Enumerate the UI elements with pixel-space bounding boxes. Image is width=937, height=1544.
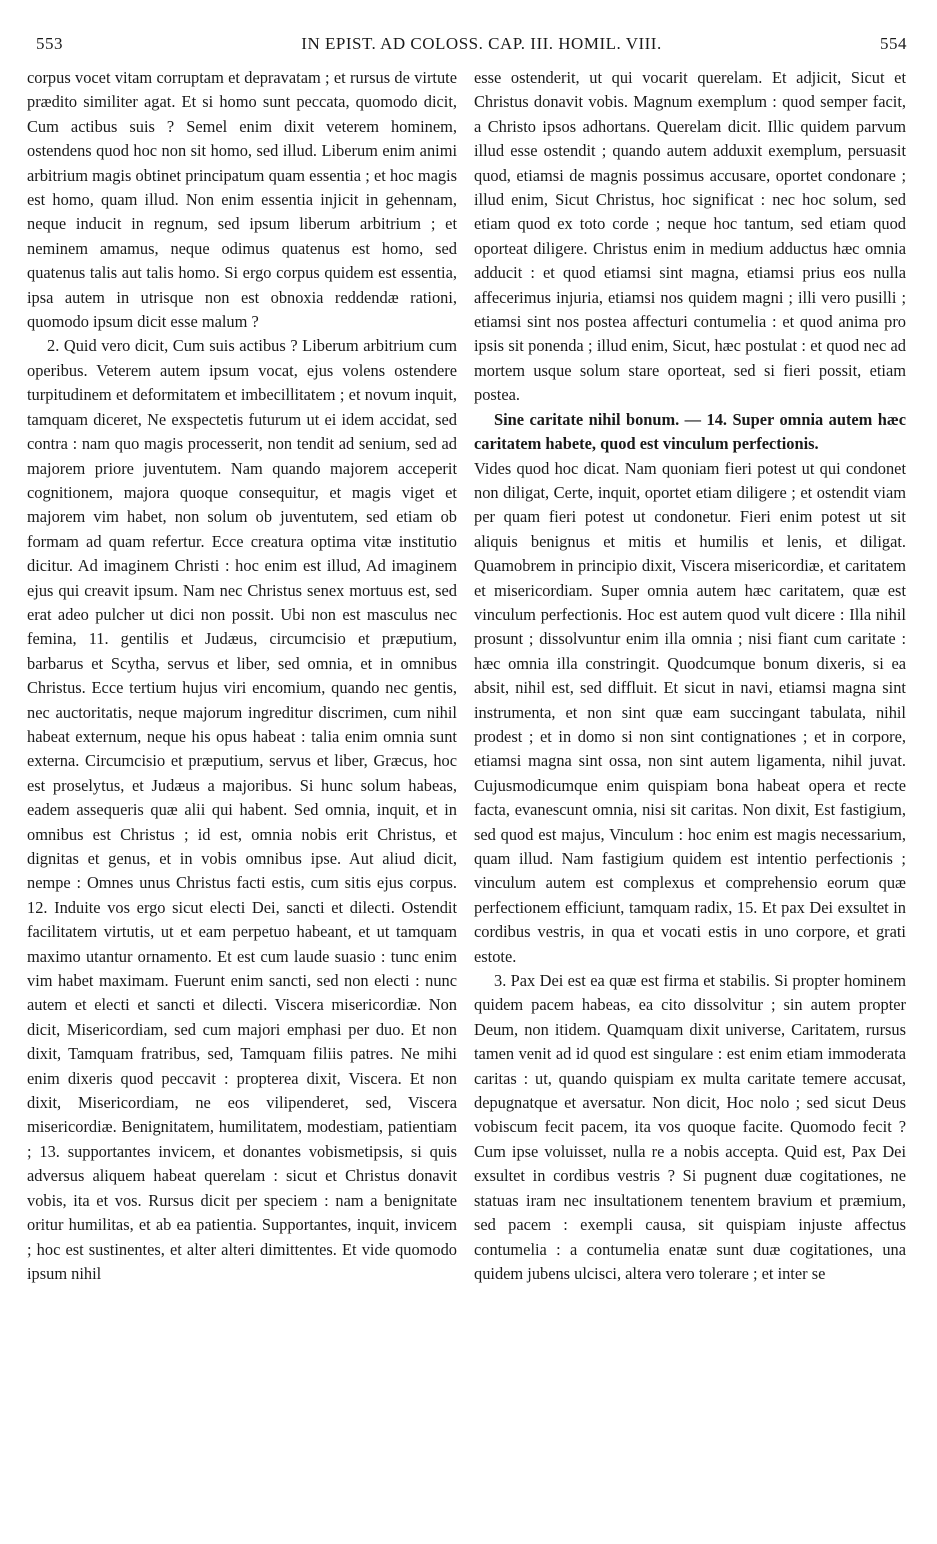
page-number-right: 554 [880, 34, 907, 53]
paragraph: 3. Pax Dei est ea quæ est firma et stabilis. Si propter hominem quidem pacem habeas, ea cito dissolvitur ; sin autem propter Deum, non itidem. Quamquam dixit universe, Caritatem, rursus tamen venit ad id quod est singulare : est enim etiam immoderata caritas : ut, quando quispiam ex multa caritate temere accusat, depugnatque et aversatur. Non dicit, Hoc nolo ; sed sicut Deus vobiscum fecit pacem, ita vos quoque facite. Quomodo fecit ? Cum ipse voluisset, nulla re a nobis accepta. Quid est, Pax Dei exsultet in cordibus vestris ? Si pugnent duæ cogitationes, ne statuas iram nec insultationem tenentem bravium et præmium, sed pacem : exempli causa, sit quispiam injuste affectus contumelia : a contumelia enatæ sunt duæ cogitationes, una quidem jubens ulcisci, altera vero tolerare ; et inter se [474, 971, 906, 1283]
running-title: IN EPIST. AD COLOSS. CAP. III. HOMIL. VIII. [301, 34, 662, 53]
paragraph: 2. Quid vero dicit, Cum suis actibus ? Liberum arbitrium cum operibus. Veterem autem ipsum vocat, ejus volens ostendere turpitudinem et deformitatem et imbecillitatem ; et novum inquit, tamquam diceret, Ne exspectetis futurum ut ei idem accidat, sed contra : nam quo magis processerit, non tendit ad senium, sed ad majorem priore juventutem. Nam quando majorem acceperit cognitionem, majora quoque consequitur, et magis viget et majorem vim habet, non solum ob juventutem, sed etiam ob formam ad quam refertur. Ecce creatura optima vitæ institutio dicitur. Ad imaginem Christi : hoc enim est illud, Ad imaginem ejus qui creavit ipsum. Nam nec Christus senex mortuus est, sed erat adeo pulcher ut dici non possit. Ubi non est masculus nec femina, 11. gentilis et Judæus, circumcisio et præputium, barbarus et Scytha, servus et liber, sed omnia, et in omnibus Christus. Ecce tertium hujus viri encomium, quando nec gentis, nec auctoritatis, neque majorum ingreditur discrimen, cum nihil habeat externum, neque his opus habeat : talia enim omnia sunt externa. Circumcisio et præputium, servus et liber, Græcus, hoc est proselytus, et Judæus a majoribus. Si hunc solum habeas, eadem assequeris quæ alii qui habent. Sed omnia, inquit, et in omnibus est Christus ; id est, omnia nobis erit Christus, et dignitas et genus, et in vobis omnibus ipse. Aut aliud dicit, nempe : Omnes unus Christus facti estis, cum sitis ejus corpus. 12. Induite vos ergo sicut electi Dei, sancti et dilecti. Ostendit facilitatem virtutis, ut et eam perpetuo habeant, et ut tamquam maximo utantur ornamento. Et est cum laude suasio : tunc enim vim habet maximam. Fuerunt enim sancti, sed non electi : nunc autem et electi et sancti et dilecti. Viscera misericordiæ. Non dicit, Misericordiam, sed cum majori emphasi per duo. Et non dixit, Tamquam fratribus, sed, Tamquam filiis patres. Ne mihi enim dixeris quod peccavit : propterea dixit, Viscera. Et non dixit, Misericordiam, ne eos vilipenderet, sed, Viscera misericordiæ. Benignitatem, humilitatem, modestiam, patientiam ; 13. supportantes invicem, et donantes vobismetipsis, si quis adversus aliquem habeat querelam : sicut et Christus donavit vobis, ita et vos. Rursus dicit per speciem : nam a benignitate oritur humilitas, et ab ea patientia. Supportantes, inquit, invicem ; hoc est sustinentes, et alter alteri dimittentes. Et vide quomodo ipsum nihil [27, 336, 457, 1283]
section-heading: Sine caritate nihil bonum. — 14. Super omnia autem hæc caritatem habete, quod est vinculum perfectionis. [474, 409, 906, 454]
paragraph: Vides quod hoc dicat. Nam quoniam fieri potest ut qui condonet non diligat, Certe, inquit, oportet etiam diligere ; et ostendit viam per quam fieri potest ut condonetur. Fieri enim potest ut sit aliquis benignus et mitis et humilis et lenis, et diligat. Quamobrem in principio dixit, Viscera misericordiæ, et caritatem et misericordiam. Super omnia autem hæc caritatem, quæ est vinculum perfectionis. Hoc est autem quod vult dicere : Illa nihil prosunt ; dissolvuntur enim illa omnia ; nisi fiant cum caritate : hæc omnia illa constringit. Quodcumque bonum dixeris, si ea absit, nihil est, sed diffluit. Et sicut in navi, etiamsi magna sint instrumenta, et non sint quæ eam succingant tabulata, nihil prodest ; et in domo si non sint contignationes ; et in corpore, etiamsi magna sint ossa, non sint autem ligamenta, nihil juvat. Cujusmodicumque enim quispiam bona habeat opera et recte facta, evanescunt omnia, nisi sit caritas. Non dixit, Est fastigium, sed quod est majus, Vinculum : hoc enim est magis necessarium, quam illud. Nam fastigium quidem est intentio perfectionis ; vinculum autem est complexus et comprehensio eorum quæ perfectionem efficiunt, tamquam radix, 15. Et pax Dei exsultet in cordibus vestris, in qua et vocati estis in uno corpore, et grati estote. [474, 458, 906, 966]
right-column [474, 66, 906, 1286]
page-header [36, 34, 907, 58]
left-column [27, 66, 457, 1286]
paragraph: esse ostenderit, ut qui vocarit querelam. Et adjicit, Sicut et Christus donavit vobis. Magnum exemplum : quod semper facit, a Christo ipsos adhortans. Querelam dicit. Illic quidem parvum illud esse ostendit ; quando autem adduxit exemplum, persuasit quod, etiamsi de magnis possimus accusare, oportet condonare ; illud enim, Sicut Christus, hoc significat : nec hoc solum, sed etiam quod ex toto corde ; neque hoc tantum, sed etiam quod oporteat diligere. Christus enim in medium adductus hæc omnia adducit : et quod etiamsi sint magna, etiamsi prius eos nulla affecerimus injuria, etiamsi nos quidem magni ; illi vero pusilli ; etiamsi sint nos postea affecturi contumelia : et quod anima pro ipsis sit ponenda ; illud enim, Sicut, hæc postulat : et quod nec ad mortem usque solum stare oporteat, sed si fieri possit, etiam postea. [474, 68, 906, 405]
page-number-left: 553 [36, 34, 63, 53]
paragraph: corpus vocet vitam corruptam et depravatam ; et rursus de virtute prædito similiter agat. Et si homo sunt peccata, quomodo dicit, Cum actibus suis ? Semel enim dixit veterem hominem, ostendens quod hoc non sit homo, sed illud. Liberum enim animi arbitrium magis obtinet principatum quam essentia ; et hoc magis est homo, quam illud. Non enim essentia injicit in gehennam, neque inducit in regnum, sed ipsum liberum arbitrium ; et neminem amamus, neque odimus quatenus est homo, sed quatenus talis aut talis homo. Si ergo corpus quidem est essentia, ipsa autem in utrisque non est obnoxia reddendæ rationi, quomodo ipsum dicit esse malum ? [27, 68, 457, 332]
